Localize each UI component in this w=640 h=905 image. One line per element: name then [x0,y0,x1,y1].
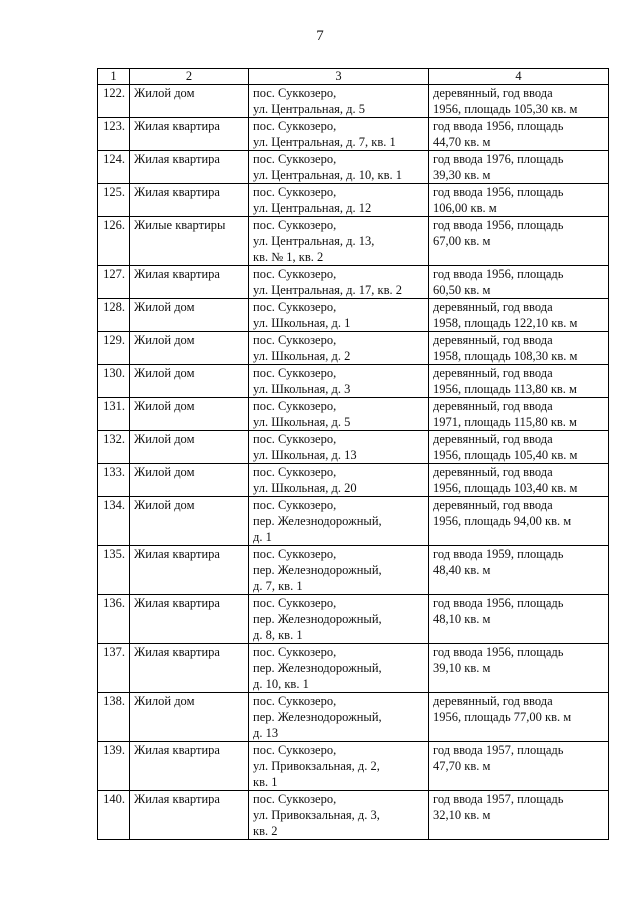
object-address: пос. Суккозеро, пер. Железнодорожный, д. 13 [249,693,429,742]
object-name: Жилая квартира [130,595,249,644]
table-header-row [98,69,609,85]
object-description: год ввода 1957, площадь 32,10 кв. м [429,791,609,840]
object-description: деревянный, год ввода 1956, площадь 77,00 кв. м [429,693,609,742]
row-number: 136. [98,595,130,644]
object-address: пос. Суккозеро, ул. Центральная, д. 10, кв. 1 [249,151,429,184]
object-description: деревянный, год ввода 1956, площадь 103,40 кв. м [429,464,609,497]
table-row [98,299,609,332]
table-row [98,693,609,742]
object-address: пос. Суккозеро, ул. Центральная, д. 7, кв. 1 [249,118,429,151]
object-description: деревянный, год ввода 1956, площадь 105,30 кв. м [429,85,609,118]
object-address: пос. Суккозеро, ул. Школьная, д. 13 [249,431,429,464]
row-number: 126. [98,217,130,266]
table-row [98,332,609,365]
object-address: пос. Суккозеро, пер. Железнодорожный, д. 8, кв. 1 [249,595,429,644]
table-row [98,791,609,840]
object-address: пос. Суккозеро, ул. Привокзальная, д. 3, кв. 2 [249,791,429,840]
object-name: Жилая квартира [130,791,249,840]
table-row [98,85,609,118]
table-row [98,398,609,431]
object-name: Жилая квартира [130,266,249,299]
object-description: год ввода 1957, площадь 47,70 кв. м [429,742,609,791]
object-description: деревянный, год ввода 1956, площадь 94,00 кв. м [429,497,609,546]
object-description: год ввода 1956, площадь 44,70 кв. м [429,118,609,151]
row-number: 132. [98,431,130,464]
table-row [98,595,609,644]
row-number: 138. [98,693,130,742]
row-number: 134. [98,497,130,546]
object-description: год ввода 1956, площадь 48,10 кв. м [429,595,609,644]
object-name: Жилой дом [130,431,249,464]
row-number: 137. [98,644,130,693]
object-description: год ввода 1959, площадь 48,40 кв. м [429,546,609,595]
object-name: Жилая квартира [130,118,249,151]
row-number: 140. [98,791,130,840]
object-address: пос. Суккозеро, ул. Центральная, д. 17, кв. 2 [249,266,429,299]
row-number: 127. [98,266,130,299]
table-row [98,118,609,151]
page-number: 7 [316,28,324,44]
header-col-1: 1 [98,69,130,85]
row-number: 131. [98,398,130,431]
object-address: пос. Суккозеро, ул. Школьная, д. 3 [249,365,429,398]
object-name: Жилой дом [130,398,249,431]
table-row [98,266,609,299]
row-number: 128. [98,299,130,332]
row-number: 125. [98,184,130,217]
object-name: Жилой дом [130,693,249,742]
table-row [98,217,609,266]
object-address: пос. Суккозеро, ул. Школьная, д. 2 [249,332,429,365]
object-address: пос. Суккозеро, ул. Школьная, д. 5 [249,398,429,431]
object-address: пос. Суккозеро, ул. Школьная, д. 20 [249,464,429,497]
object-description: деревянный, год ввода 1958, площадь 122,10 кв. м [429,299,609,332]
row-number: 124. [98,151,130,184]
object-description: год ввода 1956, площадь 39,10 кв. м [429,644,609,693]
header-col-3: 3 [249,69,429,85]
object-name: Жилая квартира [130,742,249,791]
table-row [98,431,609,464]
row-number: 123. [98,118,130,151]
object-address: пос. Суккозеро, ул. Школьная, д. 1 [249,299,429,332]
table-row [98,365,609,398]
row-number: 129. [98,332,130,365]
object-address: пос. Суккозеро, ул. Центральная, д. 5 [249,85,429,118]
table-body [98,85,609,840]
object-name: Жилая квартира [130,151,249,184]
table-row [98,464,609,497]
object-name: Жилой дом [130,497,249,546]
object-address: пос. Суккозеро, ул. Привокзальная, д. 2, кв. 1 [249,742,429,791]
object-description: деревянный, год ввода 1956, площадь 105,40 кв. м [429,431,609,464]
object-description: деревянный, год ввода 1958, площадь 108,30 кв. м [429,332,609,365]
header-col-4: 4 [429,69,609,85]
object-description: деревянный, год ввода 1956, площадь 113,80 кв. м [429,365,609,398]
object-address: пос. Суккозеро, ул. Центральная, д. 12 [249,184,429,217]
object-name: Жилой дом [130,85,249,118]
object-name: Жилая квартира [130,184,249,217]
object-description: год ввода 1956, площадь 60,50 кв. м [429,266,609,299]
property-table [97,68,609,840]
row-number: 135. [98,546,130,595]
object-description: год ввода 1956, площадь 67,00 кв. м [429,217,609,266]
object-name: Жилой дом [130,299,249,332]
object-name: Жилой дом [130,332,249,365]
table-row [98,184,609,217]
object-address: пос. Суккозеро, ул. Центральная, д. 13, кв. № 1, кв. 2 [249,217,429,266]
object-description: деревянный, год ввода 1971, площадь 115,80 кв. м [429,398,609,431]
table-row [98,151,609,184]
table-row [98,497,609,546]
table-row [98,644,609,693]
object-description: год ввода 1976, площадь 39,30 кв. м [429,151,609,184]
object-address: пос. Суккозеро, пер. Железнодорожный, д. 7, кв. 1 [249,546,429,595]
table-row [98,546,609,595]
row-number: 130. [98,365,130,398]
object-address: пос. Суккозеро, пер. Железнодорожный, д. 10, кв. 1 [249,644,429,693]
object-description: год ввода 1956, площадь 106,00 кв. м [429,184,609,217]
header-col-2: 2 [130,69,249,85]
object-name: Жилая квартира [130,546,249,595]
object-name: Жилой дом [130,464,249,497]
object-address: пос. Суккозеро, пер. Железнодорожный, д. 1 [249,497,429,546]
row-number: 122. [98,85,130,118]
object-name: Жилая квартира [130,644,249,693]
row-number: 139. [98,742,130,791]
object-name: Жилые квартиры [130,217,249,266]
table-row [98,742,609,791]
row-number: 133. [98,464,130,497]
object-name: Жилой дом [130,365,249,398]
